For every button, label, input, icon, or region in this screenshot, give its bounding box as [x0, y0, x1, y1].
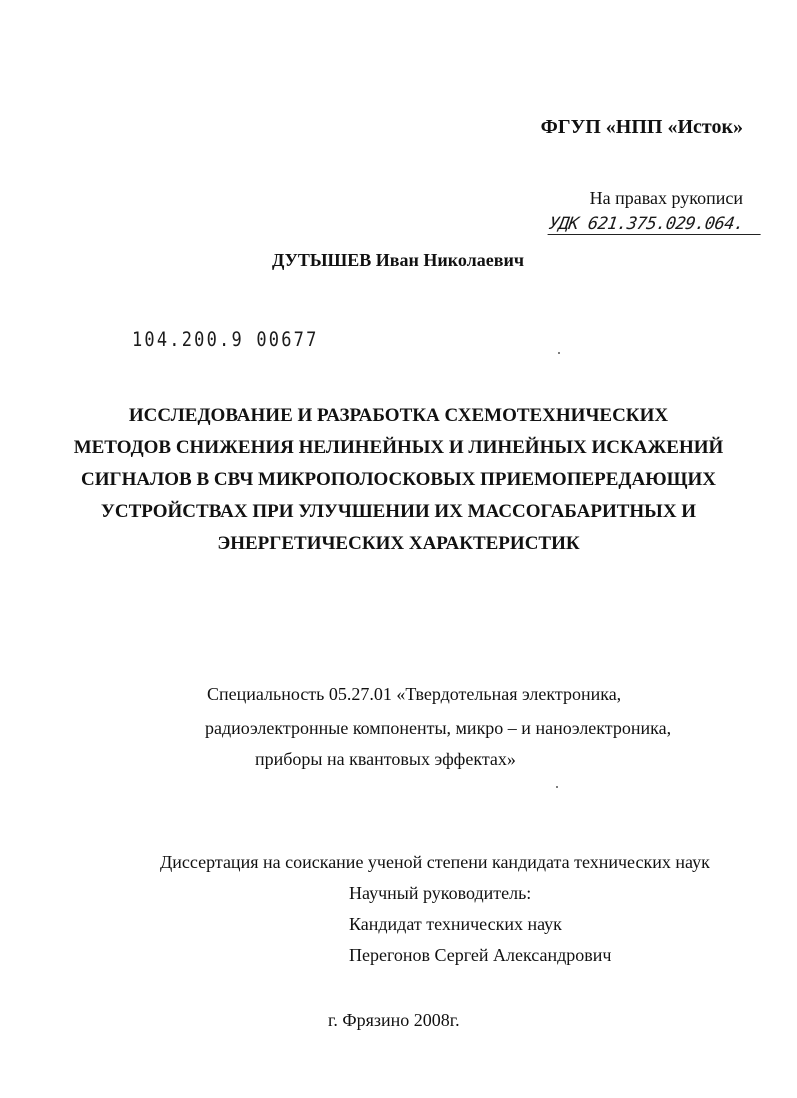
- title-line: ИССЛЕДОВАНИЕ И РАЗРАБОТКА СХЕМОТЕХНИЧЕСКИХ: [128, 405, 669, 426]
- supervisor-label: Научный руководитель:: [349, 883, 532, 903]
- specialty-line: Специальность 05.27.01 «Твердотельная электроника,: [207, 684, 622, 704]
- title-line: ЭНЕРГЕТИЧЕСКИХ ХАРАКТЕРИСТИК: [217, 533, 580, 554]
- city-year: г. Фрязино 2008г.: [328, 1010, 460, 1030]
- specialty-line: радиоэлектронные компоненты, микро – и наноэлектроника,: [205, 718, 672, 738]
- supervisor-name: Перегонов Сергей Александрович: [349, 945, 612, 965]
- specialty-line: приборы на квантовых эффектах»: [255, 749, 516, 769]
- dissertation-title: [0, 400, 797, 560]
- scan-speck: [558, 352, 560, 354]
- manuscript-rights-note: На правах рукописи: [589, 188, 743, 208]
- udc-code: УДК 621.375.029.064.: [548, 214, 764, 235]
- author-given-names: Иван Николаевич: [375, 250, 524, 270]
- title-line: МЕТОДОВ СНИЖЕНИЯ НЕЛИНЕЙНЫХ И ЛИНЕЙНЫХ ИСКАЖЕНИЙ: [73, 437, 724, 458]
- author-name: [272, 250, 524, 271]
- organization-name: ФГУП «НПП «Исток»: [540, 116, 743, 138]
- registration-stamp: 104.200.9 00677: [132, 328, 319, 352]
- scan-speck: [556, 786, 558, 788]
- title-line: СИГНАЛОВ В СВЧ МИКРОПОЛОСКОВЫХ ПРИЕМОПЕРЕДАЮЩИХ: [81, 469, 716, 490]
- author-surname: ДУТЫШЕВ: [272, 250, 372, 270]
- title-line: УСТРОЙСТВАХ ПРИ УЛУЧШЕНИИ ИХ МАССОГАБАРИТНЫХ И: [100, 501, 697, 522]
- supervisor-degree: Кандидат технических наук: [349, 914, 562, 934]
- degree-statement: Диссертация на соискание ученой степени кандидата технических наук: [160, 852, 710, 872]
